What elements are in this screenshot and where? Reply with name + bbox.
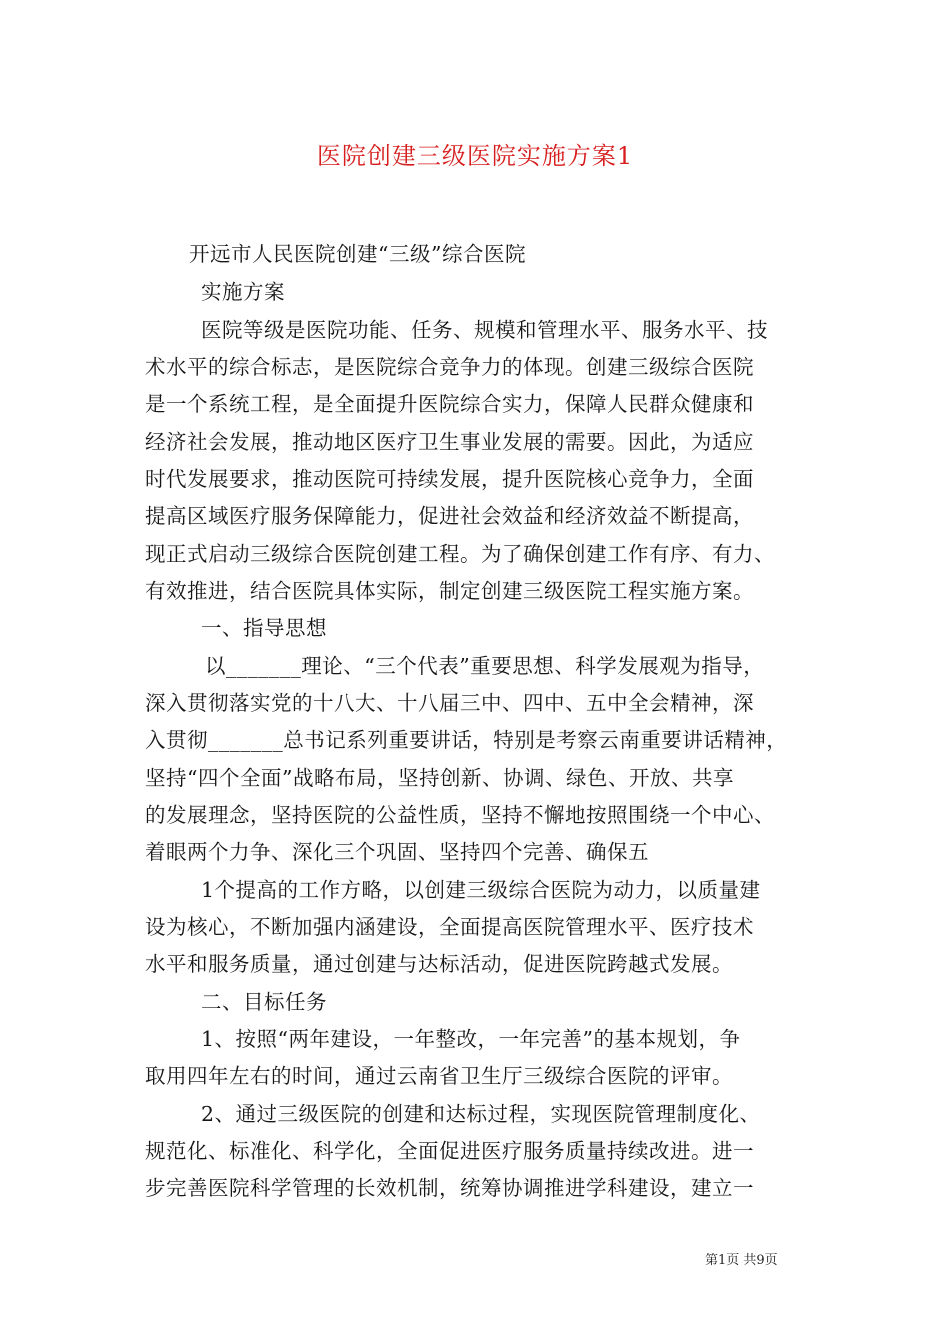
paragraph-line: 实施方案 — [201, 280, 285, 304]
paragraph-line: 2、通过三级医院的创建和达标过程，实现医院管理制度化、 — [201, 1102, 761, 1126]
paragraph-line: 1、按照“两年建设，一年整改，一年完善”的基本规划，争 — [201, 1027, 741, 1051]
paragraph-line: 现正式启动三级综合医院创建工程。为了确保创建工作有序、有力、 — [145, 542, 775, 566]
paragraph-line: 着眼两个力争、深化三个巩固、坚持四个完善、确保五 — [145, 840, 649, 864]
document-title: 医院创建三级医院实施方案1 — [316, 142, 634, 170]
paragraph-line: 是一个系统工程，是全面提升医院综合实力，保障人民群众健康和 — [145, 392, 754, 416]
paragraph-line: 有效推进，结合医院具体实际，制定创建三级医院工程实施方案。 — [145, 579, 754, 603]
section-heading: 二、目标任务 — [201, 990, 327, 1014]
paragraph-line: 入贯彻_______总书记系列重要讲话，特别是考察云南重要讲话精神， — [145, 728, 788, 752]
paragraph-line: 深入贯彻落实党的十八大、十八届三中、四中、五中全会精神，深 — [145, 691, 754, 715]
paragraph-line: 经济社会发展，推动地区医疗卫生事业发展的需要。因此，为适应 — [145, 430, 754, 454]
paragraph-line: 以_______理论、“三个代表”重要思想、科学发展观为指导， — [205, 654, 765, 678]
paragraph-line: 步完善医院科学管理的长效机制，统筹协调推进学科建设，建立一 — [145, 1176, 754, 1200]
paragraph-line: 提高区域医疗服务保障能力，促进社会效益和经济效益不断提高， — [145, 504, 754, 528]
paragraph-line: 术水平的综合标志，是医院综合竞争力的体现。创建三级综合医院 — [145, 355, 754, 379]
page-number: 第1页 共9页 — [705, 1253, 778, 1268]
paragraph-line: 水平和服务质量，通过创建与达标活动，促进医院跨越式发展。 — [145, 952, 733, 976]
paragraph-line: 的发展理念，坚持医院的公益性质，坚持不懈地按照围绕一个中心、 — [145, 803, 775, 827]
paragraph-line: 坚持“四个全面”战略布局，坚持创新、协调、绿色、开放、共享 — [145, 766, 734, 790]
paragraph-line: 开远市人民医院创建“三级”综合医院 — [189, 242, 526, 266]
paragraph-line: 时代发展要求，推动医院可持续发展，提升医院核心竞争力，全面 — [145, 467, 754, 491]
section-heading: 一、指导思想 — [201, 616, 327, 640]
paragraph-line: 1个提高的工作方略，以创建三级综合医院为动力，以质量建 — [201, 878, 761, 902]
paragraph-line: 规范化、标准化、科学化，全面促进医疗服务质量持续改进。进一 — [145, 1139, 754, 1163]
paragraph-line: 医院等级是医院功能、任务、规模和管理水平、服务水平、技 — [201, 318, 768, 342]
paragraph-line: 设为核心，不断加强内涵建设，全面提高医院管理水平、医疗技术 — [145, 915, 754, 939]
paragraph-line: 取用四年左右的时间，通过云南省卫生厅三级综合医院的评审。 — [145, 1064, 733, 1088]
